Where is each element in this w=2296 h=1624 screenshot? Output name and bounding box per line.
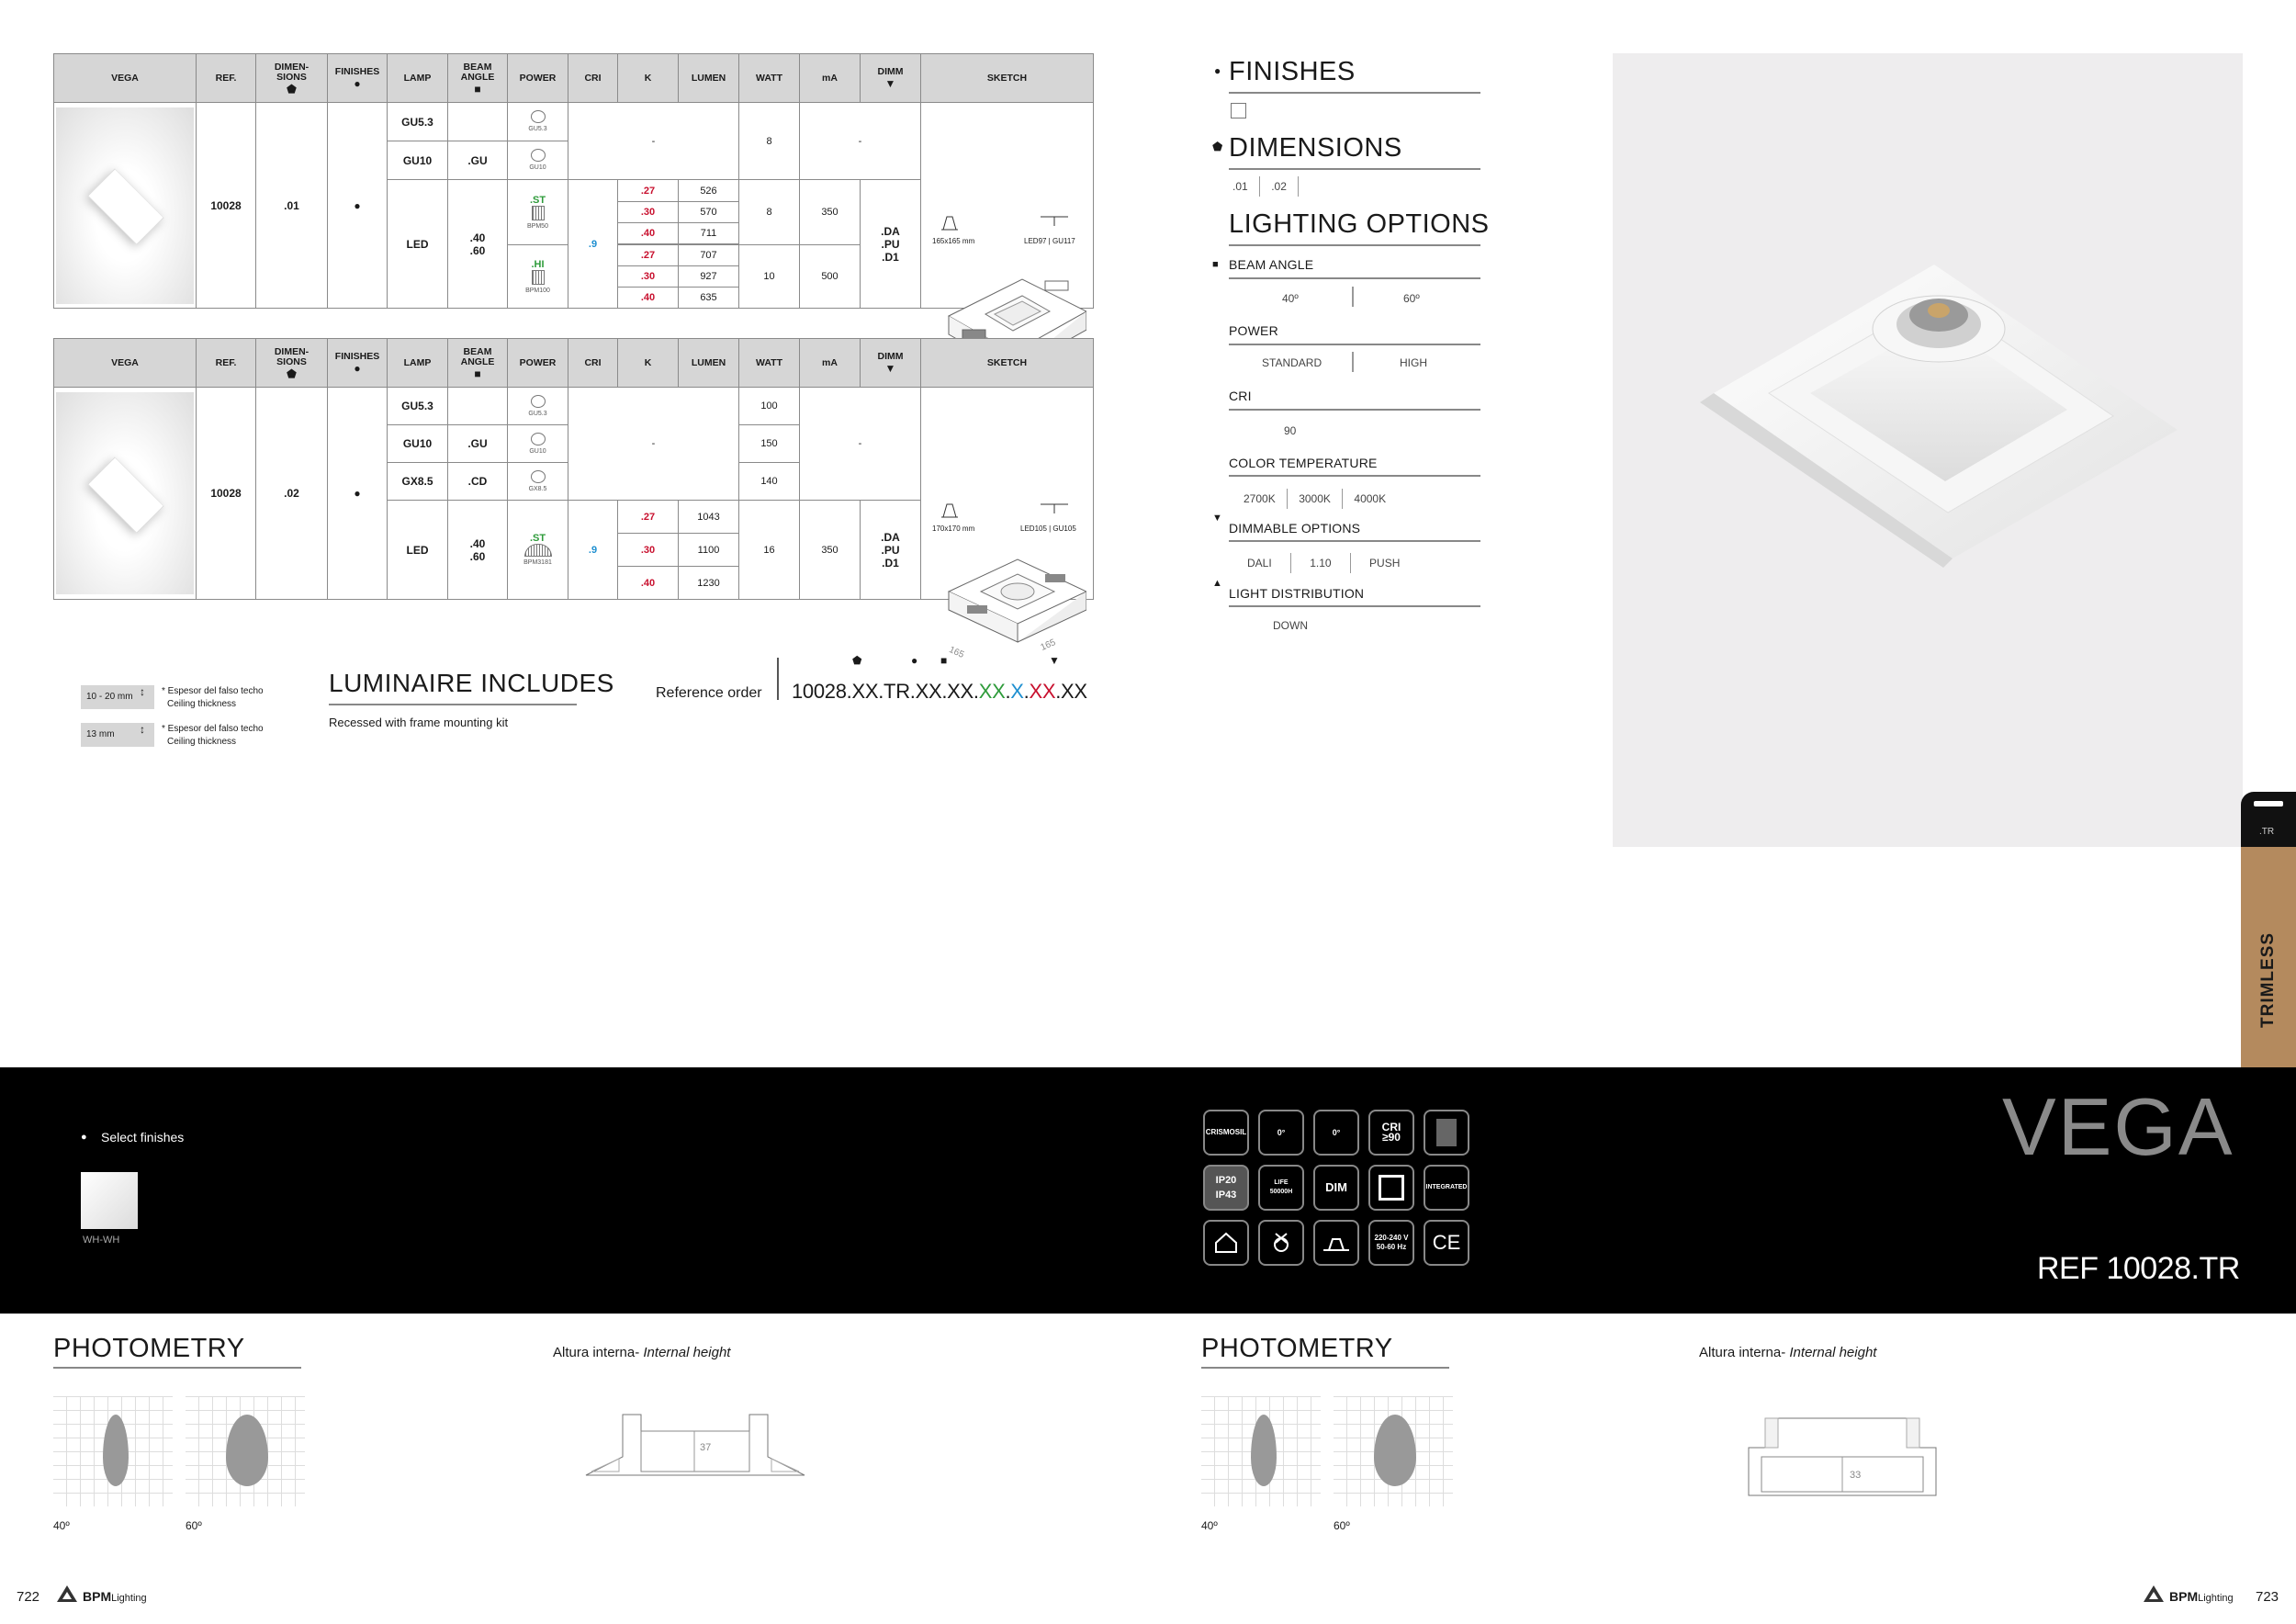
power-standard[interactable]: STANDARD [1262,356,1322,369]
square-icon: ■ [940,654,948,667]
k-value: .27 [618,180,679,202]
ct-2700[interactable]: 2700K [1244,492,1276,505]
no-insulation-icon [1258,1220,1304,1266]
product-luminaire-render [1613,53,2243,847]
lumen-value: 927 [679,266,739,288]
ceiling-cut-icon [940,211,960,231]
cri-90[interactable]: 90 [1284,424,1297,437]
power-st: .ST BPM3181 [508,501,568,600]
lumen-value: 1230 [679,567,739,600]
col-ref: REF. [197,54,256,103]
tab-handle-icon [2254,801,2283,806]
col-finishes: FINISHES ● [328,339,388,388]
power-gu53: GU5.3 [508,388,568,425]
crismosil-icon: CRISMOSIL [1203,1110,1249,1156]
ma-value: 350 [800,180,861,245]
watt-value: 140 [739,463,800,501]
light-distribution-title: LIGHT DISTRIBUTION [1229,586,1365,601]
pentagon-icon: ⬟ [287,82,297,96]
dot-icon: ● [81,1132,87,1143]
ma-dash: - [800,388,921,501]
col-ref: REF. [197,339,256,388]
polar-chart-60 [1334,1396,1453,1506]
square-icon: ■ [1212,259,1219,270]
finish-swatch-label: WH-WH [83,1235,120,1246]
bpm-logo-icon [55,1584,79,1608]
luminaire-includes-text: Recessed with frame mounting kit [329,716,509,729]
lamp-gu10: GU10 [388,141,448,180]
divider [1352,287,1354,307]
col-beam: BEAM ANGLE ■ [448,54,508,103]
lamp-gu53: GU5.3 [388,388,448,425]
watt-value: 10 [739,245,800,309]
power-title: POWER [1229,323,1278,338]
col-lumen: LUMEN [679,339,739,388]
sketch-size: 165x165 mm [932,236,975,245]
beam-40[interactable]: 40º [1282,292,1299,305]
lamp-gu10: GU10 [388,425,448,463]
beam-60[interactable]: 60º [1403,292,1420,305]
triangle-down-icon: ▼ [1212,513,1222,524]
beam-led: .40 .60 [448,501,508,600]
k-value: .40 [618,288,679,309]
triangle-down-icon: ▼ [1049,654,1060,667]
col-lumen: LUMEN [679,54,739,103]
beam-led: .40 .60 [448,180,508,309]
sketch-dim2: 165 [1039,637,1058,653]
dimension-options: .01 .02 [1232,176,1299,197]
triangle-up-icon: ▲ [1212,578,1222,589]
lumen-value: 570 [679,202,739,223]
divider [1229,244,1480,246]
power-gu10: GU10 [508,425,568,463]
col-beam: BEAM ANGLE ■ [448,339,508,388]
square-icon: ■ [474,82,481,96]
led-module-icon [524,544,552,557]
product-photo [1613,53,2243,847]
internal-height-value-left: 37 [700,1442,712,1453]
power-gx85: GX8.5 [508,463,568,501]
dim-value: .01 [256,103,328,309]
dimm-push[interactable]: PUSH [1369,557,1401,570]
ref-value: 10028 [197,388,256,600]
brand-right: BPMLighting [2169,1589,2234,1604]
polar-chart-40 [53,1396,173,1506]
brand-left: BPMLighting [83,1589,147,1604]
frame-square-icon [1368,1165,1414,1211]
sketch-cell [921,103,1094,309]
dimm-value: .DA .PU .D1 [861,501,921,600]
product-name: VEGA [2002,1081,2234,1172]
recessed-ceiling-icon [1313,1220,1359,1266]
lamp-led: LED [388,180,448,309]
ceiling-range-1: 10 - 20 mm [81,685,154,709]
beam-gu: .GU [448,425,508,463]
divider [1229,540,1480,542]
updown-arrow-icon: ↕ [140,723,145,736]
lumen-value: 707 [679,245,739,266]
lumen-value: 635 [679,288,739,309]
cri-value: .9 [568,180,618,309]
lamp-gx85: GX8.5 [388,463,448,501]
col-lamp: LAMP [388,339,448,388]
col-watt: WATT [739,54,800,103]
color-temperature-title: COLOR TEMPERATURE [1229,456,1378,470]
col-power: POWER [508,54,568,103]
ceiling-note-1: * Espesor del falso techo Ceiling thickness [162,686,264,709]
k-value: .27 [618,501,679,534]
sketch-lamp: LED105 | GU105 [1020,524,1076,533]
product-band [0,1067,2296,1314]
reference-code: 10028.XX.TR.XX.XX.XX.X.XX.XX [792,680,1087,703]
page-number-left: 722 [17,1589,40,1605]
dot-icon: ● [911,654,918,667]
sketch-size: 170x170 mm [932,524,975,533]
divider [1201,1367,1449,1369]
sketch-lamp: LED97 | GU117 [1024,236,1075,245]
life-hours-icon: LIFE 50000H [1258,1165,1304,1211]
divider [53,1367,301,1369]
lumen-value: 1100 [679,534,739,567]
ip-rating-icon: IP20 IP43 [1203,1165,1249,1211]
lamp-gx85-icon [531,470,546,483]
divider [1229,409,1480,411]
col-lamp: LAMP [388,54,448,103]
col-k: K [618,54,679,103]
sketch-cell [921,388,1094,660]
col-dimm: DIMM ▼ [861,54,921,103]
dim-value: .02 [256,388,328,600]
beam-label-40: 40º [1201,1519,1218,1532]
k-value: .27 [618,245,679,266]
beam-label-60: 60º [1334,1519,1350,1532]
k-value: .40 [618,567,679,600]
dimmable-icon: DIM [1313,1165,1359,1211]
internal-height-right: Altura interna- Internal height [1699,1345,1877,1360]
k-value: .30 [618,534,679,567]
finish-wh-icon [1424,1110,1469,1156]
ct-3000[interactable]: 3000K [1299,492,1331,505]
lamp-gu53-icon [531,395,546,408]
product-ref: REF 10028.TR [2037,1251,2240,1286]
finish-checkbox[interactable] [1231,103,1246,118]
watt-value: 16 [739,501,800,600]
lamp-gu10-icon [531,433,546,445]
divider [1229,605,1480,607]
col-power: POWER [508,339,568,388]
k-value: .30 [618,202,679,223]
side-tab-code[interactable]: .TR [2241,792,2296,847]
triangle-down-icon: ▼ [884,77,896,90]
spec-table-02 [53,338,1094,660]
luminaire-includes-title: LUMINAIRE INCLUDES [329,669,614,697]
select-finishes-label: Select finishes [101,1130,185,1145]
col-dimensions: DIMEN- SIONS ⬟ [256,54,328,103]
divider [1229,344,1480,345]
k-dash: - [568,103,739,180]
ce-mark-icon: CE [1424,1220,1469,1266]
k-value: .40 [618,223,679,244]
col-sketch: SKETCH [921,54,1094,103]
lumen-value: 1043 [679,501,739,534]
dot-icon: ● [354,362,361,375]
square-icon: ■ [474,367,481,380]
cri-value: .9 [568,501,618,600]
dimmable-options-title: DIMMABLE OPTIONS [1229,521,1361,536]
beam-empty [448,388,508,425]
lighting-options-title: LIGHTING OPTIONS [1229,209,1490,239]
dimm-110[interactable]: 1.10 [1310,557,1332,570]
ref-value: 10028 [197,103,256,309]
color-temperature-options [1244,489,1386,509]
watt-value: 8 [739,180,800,245]
finish-value: ● [328,388,388,600]
pentagon-icon: ⬟ [1212,140,1223,153]
divider [777,658,779,700]
col-cri: CRI [568,54,618,103]
product-image [54,388,197,600]
lumen-value: 711 [679,223,739,244]
lumen-value: 526 [679,180,739,202]
photometry-title-right: PHOTOMETRY [1201,1334,1393,1363]
ceiling-cut-icon [940,499,960,519]
lamp-profile-icon [1041,502,1068,515]
col-vega: VEGA [54,339,197,388]
col-dimm: DIMM ▼ [861,339,921,388]
pentagon-icon: ⬟ [287,367,297,380]
col-k: K [618,339,679,388]
polar-chart-60 [186,1396,305,1506]
col-cri: CRI [568,339,618,388]
col-ma: mA [800,339,861,388]
col-dimensions: DIMEN- SIONS ⬟ [256,339,328,388]
dimensions-title: DIMENSIONS [1229,133,1402,163]
divider [1229,475,1480,477]
col-finishes: FINISHES ● [328,54,388,103]
bpm-logo-icon [2142,1584,2166,1608]
power-gu53: GU5.3 [508,103,568,141]
power-gu10: GU10 [508,141,568,180]
page-number-right: 723 [2256,1589,2279,1605]
beam-angle-title: BEAM ANGLE [1229,257,1314,272]
beam-gu: .GU [448,141,508,180]
dot-icon: ● [354,77,361,90]
dimmable-options [1247,553,1400,573]
divider [329,704,577,705]
ct-4000[interactable]: 4000K [1354,492,1387,505]
triangle-down-icon: ▼ [884,362,896,375]
side-tab-trimless[interactable]: TRIMLESS [2241,847,2296,1067]
updown-arrow-icon: ↕ [140,685,145,698]
indoor-house-icon [1203,1220,1249,1266]
cri-title: CRI [1229,389,1252,403]
ma-value: 500 [800,245,861,309]
dimm-value: .DA .PU .D1 [861,180,921,309]
divider [1229,277,1480,279]
lamp-led: LED [388,501,448,600]
tilt-icon: 0° [1258,1110,1304,1156]
beam-label-60: 60º [186,1519,202,1532]
reference-order-label: Reference order [656,685,762,701]
finishes-title: FINISHES [1229,57,1356,86]
col-vega: VEGA [54,54,197,103]
finish-value: ● [328,103,388,309]
polar-chart-40 [1201,1396,1321,1506]
beam-cd: .CD [448,463,508,501]
beam-empty [448,103,508,141]
divider [1229,92,1480,94]
dimm-dali[interactable]: DALI [1247,557,1272,570]
internal-height-left: Altura interna- Internal height [553,1345,731,1360]
lamp-gu53: GU5.3 [388,103,448,141]
divider [1229,168,1480,170]
watt-value: 100 [739,388,800,425]
ceiling-range-2: 13 mm [81,723,154,747]
k-value: .30 [618,266,679,288]
led-module-icon [532,206,545,220]
power-high[interactable]: HIGH [1400,356,1427,369]
col-watt: WATT [739,339,800,388]
beam-label-40: 40º [53,1519,70,1532]
ceiling-note-2: * Espesor del falso techo Ceiling thickness [162,724,264,747]
k-dash: - [568,388,739,501]
lamp-profile-icon [1041,215,1068,228]
ma-value: 350 [800,501,861,600]
power-st: .ST BPM50 [508,180,568,245]
integrated-driver-icon: INTEGRATED [1424,1165,1469,1211]
col-sketch: SKETCH [921,339,1094,388]
cri-icon: CRI ≥90 [1368,1110,1414,1156]
product-image [54,103,197,309]
section-profile-right [1745,1415,1940,1499]
sketch-dim1: 165 [947,645,966,660]
finish-swatch-wh[interactable] [81,1172,138,1229]
lamp-gu10-icon [531,149,546,162]
ma-dash: - [800,103,921,180]
col-ma: mA [800,54,861,103]
rotate-icon: 0° [1313,1110,1359,1156]
voltage-icon: 220-240 V 50-60 Hz [1368,1220,1414,1266]
divider [1352,352,1354,372]
photometry-title-left: PHOTOMETRY [53,1334,245,1363]
distribution-down[interactable]: DOWN [1273,619,1308,632]
watt-8: 8 [739,103,800,180]
spec-table-01 [53,53,1094,309]
pentagon-icon: ⬟ [852,654,862,667]
section-profile-left [584,1411,808,1479]
watt-value: 150 [739,425,800,463]
internal-height-value-right: 33 [1850,1470,1862,1481]
dot-icon: ● [1214,64,1221,77]
led-module-icon [532,270,545,285]
power-hi: .HI BPM100 [508,245,568,309]
lamp-gu53-icon [531,110,546,123]
